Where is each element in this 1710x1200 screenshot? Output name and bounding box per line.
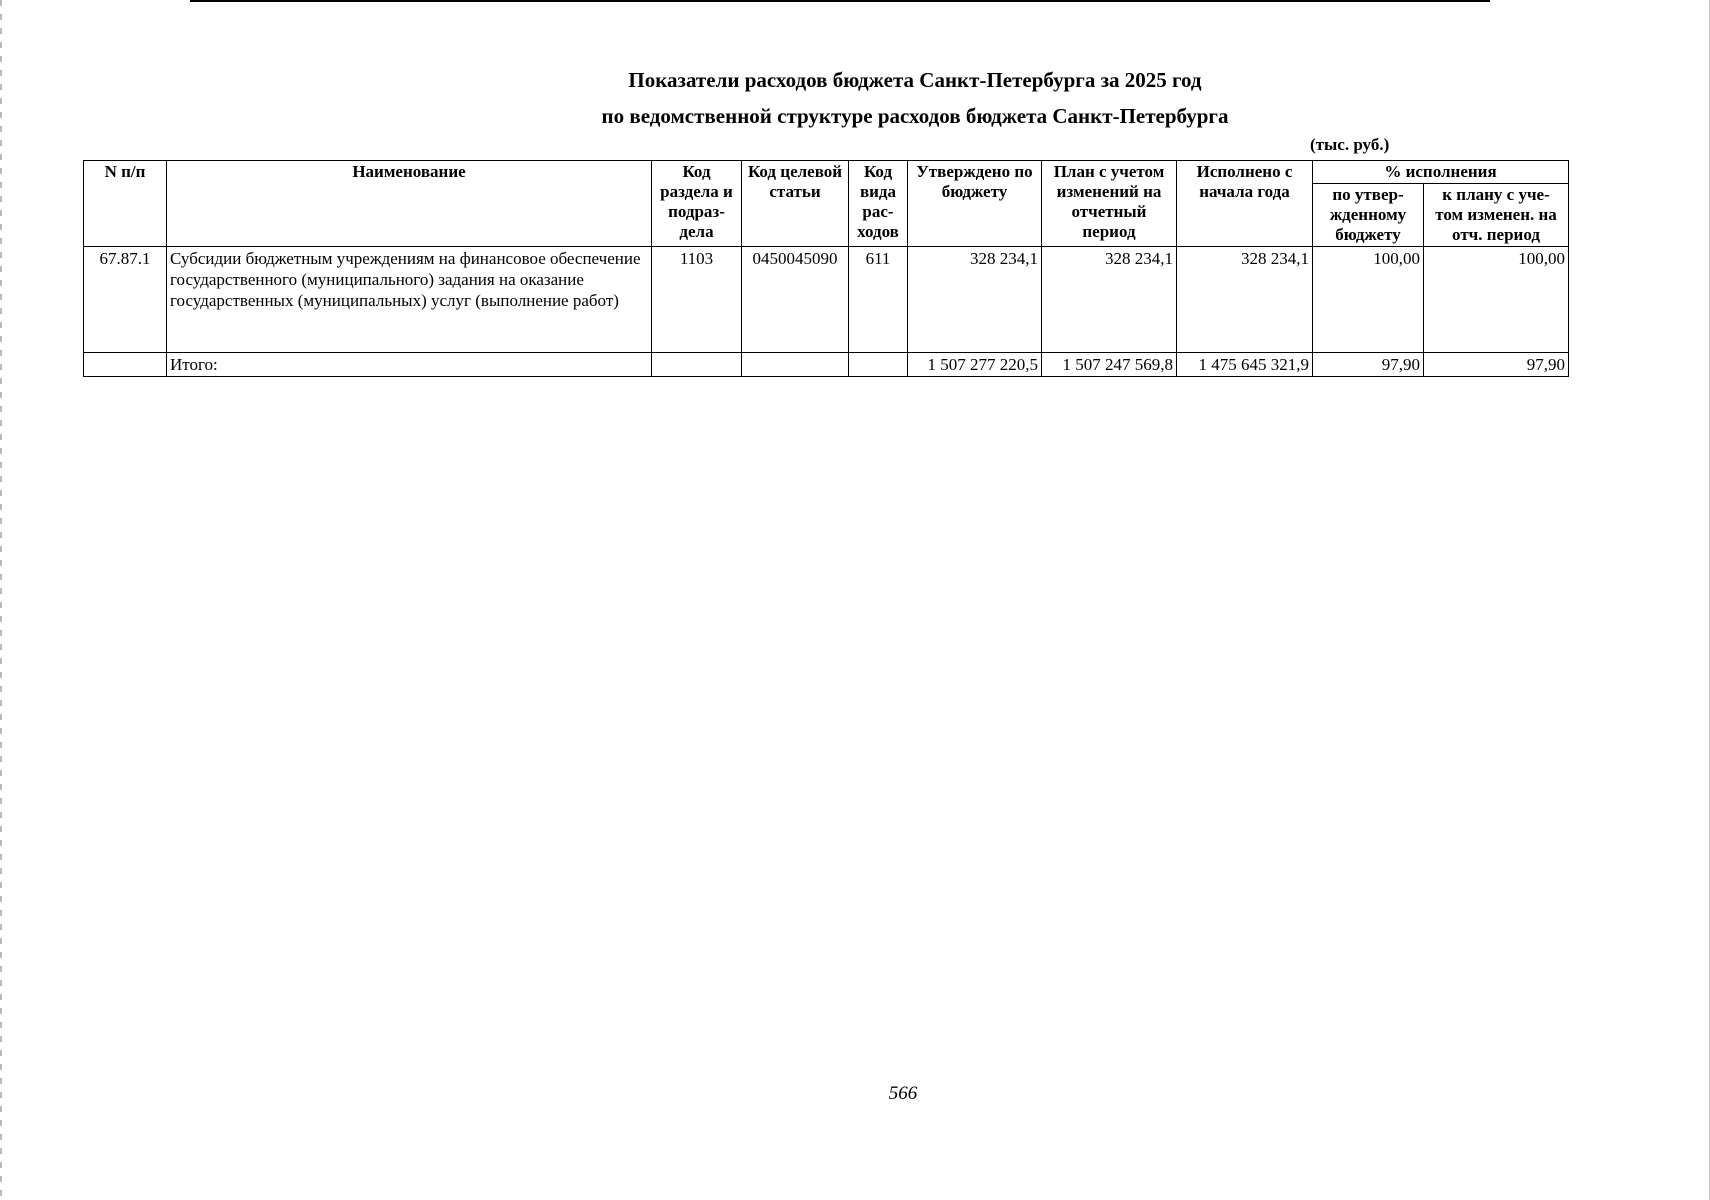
total-label: Итого: bbox=[167, 353, 652, 377]
total-approved: 1 507 277 220,5 bbox=[908, 353, 1042, 377]
header-num: N п/п bbox=[84, 161, 167, 247]
row-pct-approved: 100,00 bbox=[1313, 247, 1424, 353]
budget-table bbox=[83, 160, 1569, 377]
left-scan-edge bbox=[0, 0, 2, 1200]
header-pct-approved: по утвер- жденному бюджету bbox=[1313, 184, 1424, 247]
header-section-code: Код раздела и подраз- дела bbox=[652, 161, 742, 247]
total-target-empty bbox=[742, 353, 849, 377]
header-executed: Исполнено с начала года bbox=[1177, 161, 1313, 247]
row-approved: 328 234,1 bbox=[908, 247, 1042, 353]
row-num: 67.87.1 bbox=[84, 247, 167, 353]
header-row-1 bbox=[84, 161, 1569, 184]
row-plan: 328 234,1 bbox=[1042, 247, 1177, 353]
total-num-empty bbox=[84, 353, 167, 377]
header-target-code: Код целевой статьи bbox=[742, 161, 849, 247]
header-expense-type: Код вида рас- ходов bbox=[849, 161, 908, 247]
row-expense-type: 611 bbox=[849, 247, 908, 353]
units-label: (тыс. руб.) bbox=[1310, 135, 1390, 154]
document-subtitle: по ведомственной структуре расходов бюджета Санкт-Петербурга bbox=[601, 104, 1229, 128]
document-title: Показатели расходов бюджета Санкт-Петербурга за 2025 год bbox=[628, 68, 1202, 92]
row-name: Субсидии бюджетным учреждениям на финансовое обеспечение государственного (муниципального) задания на оказание государственных (муниципальных) услуг (выполнение работ) bbox=[167, 247, 652, 353]
header-percent-group: % исполнения bbox=[1313, 161, 1569, 184]
header-pct-plan: к плану с уче- том изменен. на отч. период bbox=[1424, 184, 1569, 247]
top-scan-rule bbox=[190, 0, 1490, 2]
total-type-empty bbox=[849, 353, 908, 377]
total-row bbox=[84, 353, 1569, 377]
total-section-empty bbox=[652, 353, 742, 377]
total-pct-approved: 97,90 bbox=[1313, 353, 1424, 377]
table-row bbox=[84, 247, 1569, 353]
page-number: 566 bbox=[888, 1083, 918, 1104]
row-executed: 328 234,1 bbox=[1177, 247, 1313, 353]
header-name: Наименование bbox=[167, 161, 652, 247]
total-executed: 1 475 645 321,9 bbox=[1177, 353, 1313, 377]
total-pct-plan: 97,90 bbox=[1424, 353, 1569, 377]
row-pct-plan: 100,00 bbox=[1424, 247, 1569, 353]
total-plan: 1 507 247 569,8 bbox=[1042, 353, 1177, 377]
row-section-code: 1103 bbox=[652, 247, 742, 353]
header-approved: Утверждено по бюджету bbox=[908, 161, 1042, 247]
header-plan: План с учетом изменений на отчетный период bbox=[1042, 161, 1177, 247]
row-target-code: 0450045090 bbox=[742, 247, 849, 353]
